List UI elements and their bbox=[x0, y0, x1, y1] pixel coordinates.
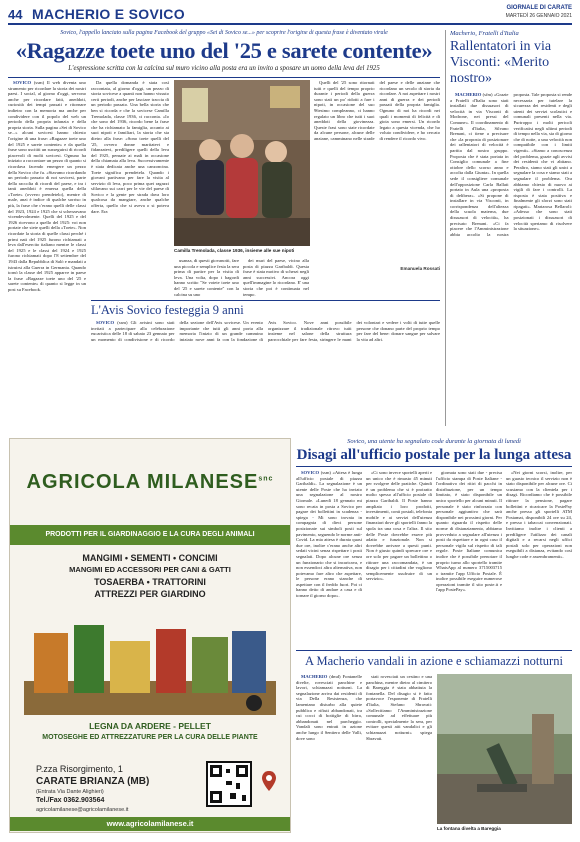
vandal-photo-caption: La fontana divelta a Bareggia bbox=[437, 826, 501, 831]
main-text-col2b: usanza, di questi giovanotti, fare una piccola e semplice festa la sera prima di partire per la visita di leva. Una volta, dopo i bagordi hanno scritto "Se votete toete uno del '25 e sarete contente" con la calcina su uno bbox=[174, 258, 239, 297]
post-byline: SOVICO bbox=[301, 470, 320, 475]
ad-line-2: MANGIMI ED ACCESSORI PER CANI & GATTI bbox=[69, 565, 231, 574]
post-text-col3: giornata sono stati due - precisa l'ufficio stampa di Poste Italiane - l'ordinativo dei ritiri di pacchi in distribuzione, per un tempo limitato, è stato disponibile un unico sportello per alcuni minuti. Il personale è stato rinforzato con personale aggiuntivo che sarà disponibile nei prossimi giorni. Per quanto riguarda il rispetto delle norme di distanziamento, abbiamo provveduto a segnalare all'utenza i posti da rispettare e in ogni caso il personale vigila sul rispetto di tali regole. Poste Italiane comunica inoltre che è possibile prenotare il proprio turno allo sportello tramite WhatsApp al numero 3715003715 o tramite l'app Ufficio Postale. È inoltre possibile eseguire numerose operazioni tramite il sito poste.it e l'app PostePay». bbox=[436, 470, 502, 593]
sidebar-text: «Grazie a Fratelli d'Italia sono stati installati due dissuasori di velocità in via Visconti di Modrone, nei pressi del Comune». Il coordinamento di Fratelli d'Italia, Silvano Brenani, ci tiene a precisare che «la proposta di posizionare dei rallentatori di velocità è partita dal nostro gruppo. Proposta che è stata portata in Consiglio comunale a fine ottobre dello scorso anno e accolta dalla Giunta». In quella sede il consigliere comunale dell'opposizione Carla Ballati portato in Aula una «proposta di delibera». «Si propone di installare in via Visconti, in corrispondenza dell'altezza della scuola materna, due dissuasori di velocità», ha precisato Brenani. «Ci fa piacere che l'Amministrazione abbia accolto la nostra proposta. Tale proposta si rende necessaria per tutelare la sicurezza dei residenti e degli utenti dei servizi scolastici e comunali presenti nella via. Purtroppo i molti pericoli verificatisi negli ultimi periodi di tempo nella via, sia di giorno che di notte, a una velocità non compatibile con i limiti vigenti». «Siamo a conoscenza del problema, grazie agli avvisi dei residenti che vi abitano. Peraltro, siamo stati gli unici a segnalare la cosa e siamo stati a segnalare il problema. Ora abbiamo chiesto di nuovo ai vigili di fare i controlli. La risposta è stata positiva e finalmente gli sforzi sono stati ripagati». Mariarosa Bellaroli: «Adesso che sono stati posizionati i dissuasori di velocità speriamo di risolvere la situazione». bbox=[450, 92, 572, 237]
vandal-text-col2: stati rovesciati un cestino e una panchina, mentre dietro al cimitero di Bareggia è stata abbattuta la fontanella. Del disagio si è fatto portavoce l'esponente di Fratelli d'Italia, Stefano Sbravati: «Sollecitiamo l'Amministrazione comunale ad effettuare più controlli, specialmente la sera, per evitare questi atti vandalici e gli schiamazzi notturni» spiega Sbravati. bbox=[366, 674, 432, 741]
vandal-rule bbox=[296, 650, 572, 651]
post-column-1 bbox=[296, 470, 362, 645]
vandal-byline: MACHERIO bbox=[301, 674, 328, 679]
post-column-2 bbox=[366, 470, 432, 645]
vandal-byline-tag: (dmd) bbox=[329, 674, 341, 679]
post-text-col2: «Ci sono invece sportelli aperti e un unico che è rimasto 45 minuti per svolgere delle pratiche. Quindi è un problema che si è protratto molto spesso all'ufficio postale di piazza Garibaldi. Il Poste hanno ampliato i loro prodotti, investimenti, conti postali, telefonia mobile e ai servizi dell'utenza finanziari dove gli sportelli fanno la spola tra una cosa e l'altra. Il sito delle Poste dovrebbe essere più adatto e funzionale. Non si dovrebbe arrivare a questi punti. Non è giusto quindi sprecare ore e ore solo per pagare un bollettino o ritirare una raccomandata, è un disagio per i cittadini che vogliono semplicemente usufruire di un servizio». bbox=[366, 470, 432, 582]
avis-byline: SOVICO bbox=[96, 320, 115, 325]
post-kicker: Sovico, una utente ha segnalato code durante la giornata di lunedì bbox=[347, 438, 521, 445]
ad-line-1: MANGIMI • SEMENTI • CONCIMI bbox=[82, 553, 218, 563]
sidebar-body bbox=[450, 92, 572, 426]
avis-byline-tag: (ssm) bbox=[117, 320, 128, 325]
post-rule bbox=[296, 466, 572, 467]
vandal-text-col1: Fontanelle divelte, rovesciati panchine e lavori, schiamazzi notturni. La segnalazione arriva dai residenti di via Della Resistenza, che lamentano disturbo alla quiete pubblica e rifiuti abbandonati, tra cui cocci di bottiglie di birra, abbandonati nel parcheggio. Vandali sono entrati in azione anche lungo il Sentiero delle Valli, dove sono bbox=[296, 674, 362, 741]
publication-date: MARTEDÌ 26 GENNAIO 2021 bbox=[505, 13, 572, 19]
post-byline-tag: (ssm) bbox=[320, 470, 331, 475]
page-number: 44 bbox=[8, 7, 23, 22]
main-subtitle: L'espressione scritta con la calcina sul muro vicino alla posta era un invito a sposare un uomo della leva del 1925 bbox=[68, 65, 380, 72]
sidebar-byline: MACHERIO bbox=[455, 92, 482, 97]
qr-code-icon[interactable] bbox=[206, 761, 252, 807]
main-byline: SOVICO bbox=[13, 80, 32, 85]
ad-wood-1: LEGNA DA ARDERE - PELLET bbox=[89, 721, 211, 731]
main-signature: Emanuela Rossati bbox=[400, 266, 440, 271]
ad-wood-2: MOTOSEGHE ED ATTREZZATURE PER LA CURA DELLE PIANTE bbox=[42, 734, 258, 741]
main-photo-caption: Camilla Tremolada, classe 1936, insieme alle sue nipoti bbox=[174, 248, 295, 253]
avis-headline: L'Avis Sovico festeggia 9 anni bbox=[91, 303, 244, 317]
ad-website-link[interactable]: www.agricolamilanese.it bbox=[10, 817, 290, 831]
main-photo bbox=[174, 80, 310, 246]
post-column-3 bbox=[436, 470, 502, 645]
ad-banner: PRODOTTI PER IL GIARDINAGGIO E LA CURA DEGLI ANIMALI bbox=[10, 525, 290, 545]
main-text-col1: Il web diventa uno strumento per ricordare la storia dei nostri paesi. I social, al giorno d'oggi, servono anche per ricordare fatti, aneddoti, curiosità dei tempi passati e ritornare indietro con la memoria ma anche per condividere con il popolo del web un periodo della propria infanzia e della propria storia. Sulla pagina «Sei di Sovico se...» alcuni sovicesi hanno chiesto l'origine di una frase: «Ragazze toete uno del 1925 e sarete contente» e da quella frase sono uscititi un susseguirsi di ricordi piacevoli di molti sovicesi. Ognuno ha iniziato a raccontare un pezzo di quanto si ricordava facendo emergere un pezzo della Sovico che fu. «Stavamo ricordando un periodo passato di noi sovicesi, parte della raccolta di ricordi del paese, e tra i tanti aneddoti è emersa quella della «Toete» (ovvero prendetelo), mentre di male, anzi è indice di qualche sorriso in più, la frase che c'erano quelli delle classi del 1923, 1924 e 1925 che si scherzavano vicendevolmente. Quelli del 1925 e del 1926 ricevono a quello del 1925: voi non portate che siete quelli della «Toete». Non ricordate la storia di quelle classi perché i primi nati del 1925 furono richiamati a leva dall'esercito italiano mentre le classi del 1925 e le classi del 1924 e 1925 furono richiamati dopo l'8 settembre del 1943 dalla Repubblica di Salò e mandati a istruirsi alla Guerra in Germania. Quando tornò la classe del 1925 apparve in paese la frase «Ragazze toete uno del '25 e sarete contente» di quanto si legge in un post su Facebook. bbox=[8, 80, 86, 292]
main-column-3a bbox=[243, 258, 309, 298]
main-byline-tag: (ssm) bbox=[33, 80, 45, 85]
main-column-1 bbox=[8, 80, 86, 426]
avis-rule bbox=[91, 300, 440, 301]
ad-product-image bbox=[24, 603, 276, 715]
ad-address: P.zza Risorgimento, 1 bbox=[36, 764, 123, 774]
post-text-col1: «Attesa è lunga all'ufficio postale di piazza Garibaldi». La segnalazione è un utente delle Poste che ha inviato una segnalazione al nostro Giornale. «Lunedì 18 gennaio mi sono recata in posta a Sovico per pagare dei bollettini in scadenza - spiega - Mi sono trovata in compagnia di dieci persone posizionate sui simboli posti sul pavimento, seguendo le norme anti-Covid. La mia attesa è durata quasi due ore, inoltre c'erano anche altri sedati vicini senza rispettare i posti segnalati. Dopo alcune ore senza un funzionario che si incaricava, e non essendoci altra alternativa, non potevamo fare altro che aspettare, le persone erano stanche di aspettare con il freddo fuori. Poi ci hanno detto di andare a casa e di tornare il giorno dopo». bbox=[296, 470, 362, 599]
post-text-col4: «Nei giorni scorsi, inoltre, per un guasto tecnico il servizio non è stato disponibile per alcune ore. Ci scusiamo con la clientela per i disagi. Ricordiamo che è possibile ritirare la pensione, pagare bollettini e ricaricare la PostePay anche presso gli sportelli ATM Postamat, disponibili 24 ore su 24, e presso i tabaccai convenzionati. Invitiamo inoltre i clienti a prediligere l'utilizzo dei canali digitali e a recarsi negli uffici postali solo per operazioni non eseguibili a distanza, evitando così lunghe code e assembramenti». bbox=[506, 470, 572, 559]
main-column-2 bbox=[91, 80, 169, 258]
ad-line-3: TOSAERBA • TRATTORINI bbox=[94, 577, 206, 587]
vandal-photo bbox=[437, 674, 572, 824]
sidebar-kicker: Macherio, Fratelli d'Italia bbox=[450, 30, 519, 37]
ad-brand-suffix: snc bbox=[258, 475, 274, 483]
main-headline: «Ragazze toete uno del '25 e sarete contente» bbox=[15, 38, 433, 63]
sidebar-byline-tag: (sfm) bbox=[482, 92, 493, 97]
ad-brand-text: AGRICOLA MILANESE bbox=[26, 471, 259, 493]
map-pin-icon bbox=[262, 771, 276, 791]
ad-line-4: ATTREZZI PER GIARDINO bbox=[94, 589, 206, 599]
ad-city: CARATE BRIANZA (MB) bbox=[36, 776, 150, 787]
main-column-2b bbox=[174, 258, 239, 298]
main-column-3b bbox=[314, 80, 440, 264]
vandal-headline: A Macherio vandali in azione e schiamazzi notturni bbox=[305, 654, 563, 668]
post-headline: Disagi all'ufficio postale per la lunga attesa bbox=[296, 447, 572, 463]
header-rule bbox=[8, 23, 572, 25]
vandal-column-1 bbox=[296, 674, 362, 834]
main-rule bbox=[8, 77, 440, 78]
section-title: MACHERIO E SOVICO bbox=[32, 6, 185, 22]
ad-entrance: (Entrata Via Dante Alighieri) bbox=[36, 789, 104, 795]
avis-text: Gli avisini sono stati invitati a partecipare alla celebrazione eucaristica delle 18 di sabato 23 gennaio per un momento di condivisione e di ricordo della sezione dell'Avis sovicese. Un evento importante che tutti gli anni porta alla memoria l'inizio di un grande cammino iniziato nove anni fa con la fondazione di Avis Sovico. Nove anni possibile organizzare il tradizionale ritrovo tutti insieme nel salone della struttura parrocchiale per fare festa, stringere le mani dei volontari e vedere i volti di tutte quelle persone che donano parte del proprio tempo per fare del bene: donare sangue per salvare la vita ad altri. bbox=[91, 320, 440, 342]
avis-body bbox=[91, 320, 440, 424]
ad-brand bbox=[10, 471, 290, 494]
vandal-column-2 bbox=[366, 674, 432, 834]
advertisement[interactable] bbox=[9, 438, 291, 833]
publication-name: GIORNALE DI CARATE bbox=[506, 5, 572, 11]
main-text-col3a: dei muri del paese, vicino alla posta di piazza Garibaldi. Questa frase è stata motivo di scherzi negli anni successivi. Ancora oggi quell'immagine lo ricordano. E' una storia che poi è continuata nel tempo. bbox=[243, 258, 309, 297]
main-text-col3b: Quelli del '25 sono ritornati tutti e quelli del tempo proprio durante i periodi della guerra sono stati un po' ridotti a fare i nipoti, in occasione del suo 96esimo compleanno, ci hanno regalato un libro che tutti i suoi aneddoti della giovinezza. Queste frasi sono state ricordate da alcune persone, alcune delle anziane, camminano nelle strade del paese e delle anziane che ricordano un secolo di storia da ricordare. A noi aspettare i nostri anni di guerra e dei periodi passati della propria famiglia. Ognuno di noi ha ricordi nei quali i momenti di felicità e di gioia sono emersi. Un ricordo legato a questa vicenda, che ho voluto condividere, e ho cercato di rendere il ricordo vivo. bbox=[314, 80, 440, 141]
sidebar-divider bbox=[445, 30, 446, 426]
post-column-4 bbox=[506, 470, 572, 645]
ad-email-link[interactable]: agricolamilanese@agricolamilanese.it bbox=[36, 807, 129, 813]
group-photo-image bbox=[174, 80, 310, 246]
ad-phone: Tel./Fax 0362.903564 bbox=[36, 797, 105, 804]
main-text-col2: Da quella domanda è stata così raccontata, al giorno d'oggi, un pezzo di storia sovicese a quanti non hanno vissuto certi periodi, anche per lasciare traccia di un periodo passato. Una bella storia che ben si ricorda e che la sovicese Camilla Tremolada, classe 1936, ci racconta. «Io che sono del 1936, ricordo bene la frase che ha richiamato la famiglia, accanto ai suoi nipoti e familiari, la storia che sta dietro alla frase: «Sono toete quelli del '25, ovvero donne maritatevi e fidanzatevi, prediligere quelli della leva del 1925, pensate ai mali in occasione della chiamata alla leva. Successivamente è stata dedicata anche una canzoncina. Toete significa prendetela. Quando i giovani partivano per fare la visita al servizio di leva, poco prima quei ragazzi sfilavano sui carri per le vie del paese di Sovico e la gente per strada dava loro qualcosa da mangiare, anche qualche offerta, quello che si aveva o si poteva dare. Era bbox=[91, 80, 169, 214]
main-kicker: Sovico, l'appello lanciato sulla pagina Facebook del gruppo «Sei di Sovico se...» per scoprire l'origine di questa frase è diventato virale bbox=[60, 30, 388, 36]
fountain-photo-image bbox=[437, 674, 572, 824]
sidebar-headline: Rallentatori in via Visconti: «Merito nostro» bbox=[450, 39, 552, 86]
